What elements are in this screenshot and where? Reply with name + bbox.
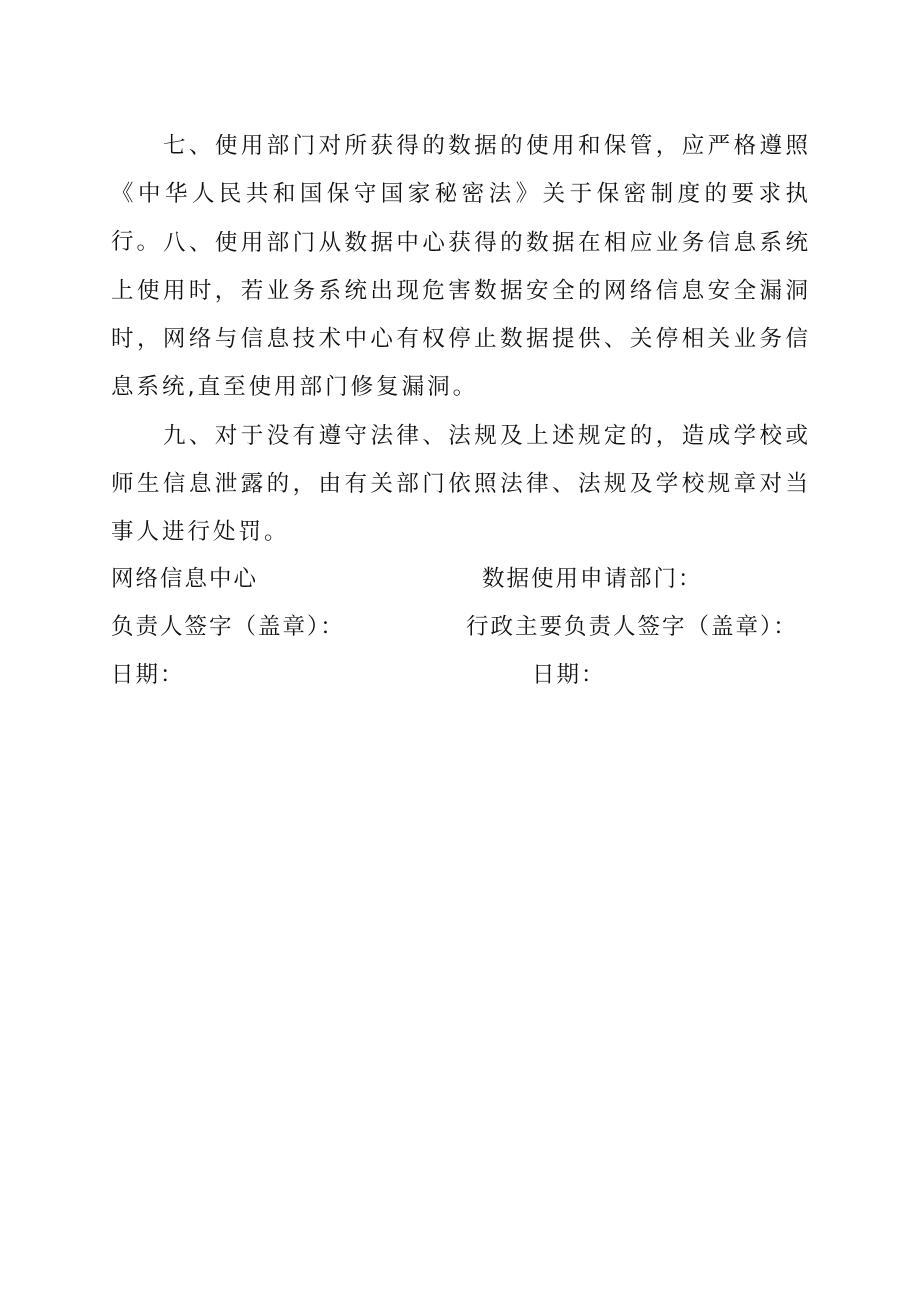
right-signer-label: 行政主要负责人签字（盖章）：: [466, 614, 798, 640]
left-date-label: 日期：: [111, 662, 185, 688]
clause-eight: 八、使用部门从数据中心获得的数据在相应业务信息系统上使用时，若业务系统出现危害数据安全的网络信息安全漏洞时，网络与信息技术中心有权停止数据提供、关停相关业务信息系统,直至使用部门修复漏洞。: [111, 230, 811, 400]
clause-seven: 七、使用部门对所获得的数据的使用和保管，应严格遵照《中华人民共和国保守国家秘密法》关于保密制度的要求执行。: [111, 133, 811, 255]
left-signer-label: 负责人签字（盖章）：: [111, 614, 345, 640]
left-org-label: 网络信息中心: [111, 566, 259, 592]
clause-nine: 九、对于没有遵守法律、法规及上述规定的，造成学校或师生信息泄露的，由有关部门依照法律、法规及学校规章对当事人进行处罚。: [111, 423, 811, 545]
right-org-label: 数据使用申请部门：: [482, 566, 703, 592]
right-date-label: 日期：: [532, 662, 606, 688]
